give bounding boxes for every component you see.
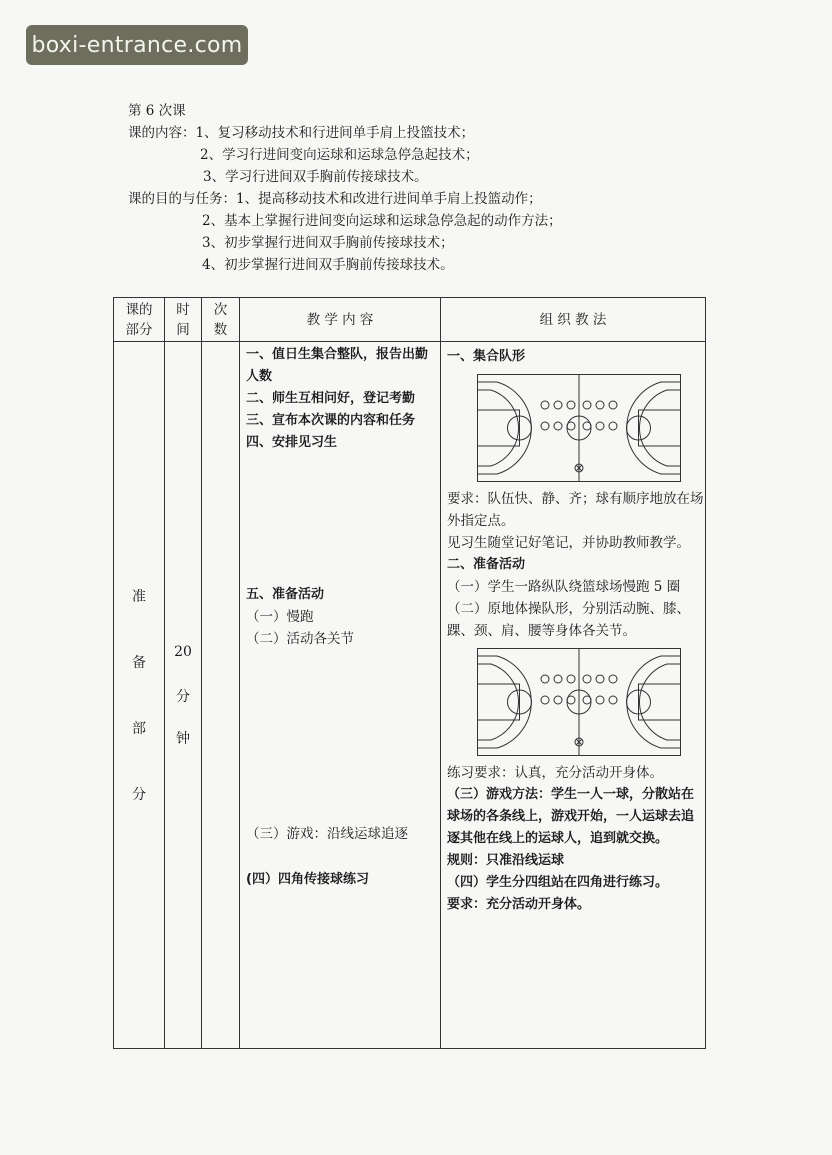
goal-label: 课的目的与任务： (128, 191, 236, 207)
content-item: 1、复习移动技术和行进间单手肩上投篮技术； (195, 125, 475, 141)
content-block-4: (四）四角传接球练习 (246, 872, 369, 887)
org-text: （三）游戏方法：学生一人一球，分散站在球场的各条线上，游戏开始，一人运球去追逐其他在线上的运球人，追到就交换。 (447, 787, 695, 846)
lesson-table (113, 297, 706, 1049)
content-line-1 (128, 122, 562, 144)
part-char: 准 (132, 589, 146, 605)
basketball-court-diagram (477, 648, 681, 756)
time-cell (165, 342, 202, 1049)
lesson-header (128, 100, 562, 276)
goal-line-2: 2、基本上掌握行进间变向运球和运球急停急起的动作方法； (202, 213, 562, 229)
org-text: （一）学生一路纵队绕篮球场慢跑 5 圈 (447, 579, 681, 595)
content-text: 一、值日生集合整队，报告出勤人数 (246, 347, 429, 384)
content-label: 课的内容： (128, 125, 196, 141)
time-unit: 钟 (176, 731, 190, 747)
part-char: 备 (132, 655, 146, 671)
part-char: 分 (132, 787, 146, 803)
header-organization: 组 织 教 法 (441, 298, 706, 342)
time-unit: 分 (176, 689, 190, 705)
header-count: 次数 (202, 298, 240, 342)
count-cell (202, 342, 240, 1049)
content-text: （一）慢跑 (246, 609, 314, 625)
goal-item: 1、提高移动技术和改进行进间单手肩上投篮动作； (236, 191, 542, 207)
header-part: 课的部分 (114, 298, 165, 342)
table-header-row (114, 298, 706, 342)
content-line-2: 2、学习行进间变向运球和运球急停急起技术； (200, 147, 479, 163)
content-cell (240, 342, 441, 1049)
goal-line-1 (128, 188, 562, 210)
org-text: 要求：充分活动开身体。 (447, 897, 591, 912)
content-block-2 (246, 584, 354, 650)
time-value: 20 (174, 644, 192, 660)
org-text: （二）原地体操队形，分别活动腕、膝、踝、颈、肩、腰等身体各关节。 (447, 601, 690, 639)
org-text: 要求：队伍快、静、齐；球有顺序地放在场外指定点。 (447, 491, 704, 529)
org-text: （四）学生分四组站在四角进行练习。 (447, 875, 669, 890)
org-title: 二、准备活动 (447, 557, 526, 572)
content-text: 三、宣布本次课的内容和任务 (246, 413, 416, 428)
content-text: 四、安排见习生 (246, 435, 338, 450)
lesson-title: 第 6 次课 (128, 103, 186, 119)
org-title: 一、集合队形 (447, 349, 526, 364)
organization-content (441, 342, 705, 916)
watermark: boxi-entrance.com (26, 25, 248, 65)
organization-cell (441, 342, 706, 1049)
content-block-3: （三）游戏：沿线运球追逐 (246, 826, 408, 842)
goal-line-4: 4、初步掌握行进间双手胸前传接球技术。 (202, 257, 454, 273)
content-text: 五、准备活动 (246, 587, 325, 602)
header-content: 教 学 内 容 (240, 298, 441, 342)
goal-line-3: 3、初步掌握行进间双手胸前传接球技术； (202, 235, 454, 251)
content-line-3: 3、学习行进间双手胸前传接球技术。 (203, 169, 428, 185)
content-text: 二、师生互相问好，登记考勤 (246, 391, 416, 406)
header-time: 时间 (165, 298, 202, 342)
org-text: 规则：只准沿线运球 (447, 853, 565, 868)
org-text: 练习要求：认真，充分活动开身体。 (447, 765, 663, 781)
content-text: （二）活动各关节 (246, 631, 354, 647)
part-cell (114, 342, 165, 1049)
part-char: 部 (132, 721, 146, 737)
basketball-court-diagram (477, 374, 681, 482)
content-block-1 (240, 342, 440, 454)
org-text: 见习生随堂记好笔记，并协助教师教学。 (447, 535, 690, 551)
table-body-row (114, 342, 706, 1049)
